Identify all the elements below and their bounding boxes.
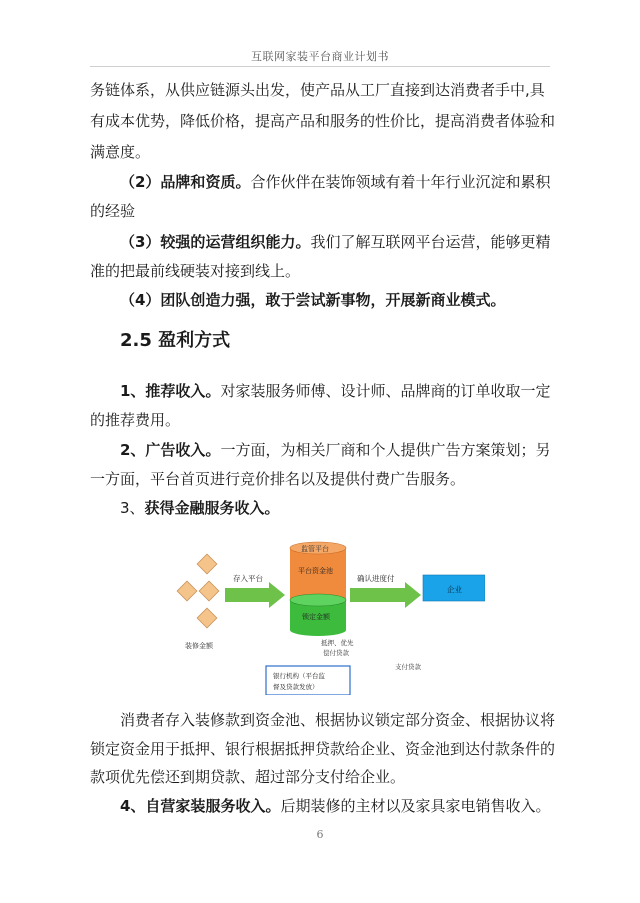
paragraph-line: 满意度。 <box>90 143 151 161</box>
diamond-shape <box>199 581 219 601</box>
financial-flow-diagram <box>165 535 485 695</box>
revenue-4-title: 4、自营家装服务收入。 <box>120 797 281 815</box>
item-4-text: （4）团队创造力强，敢于尝试新事物，开展新商业模式。 <box>120 291 506 309</box>
revenue-1 <box>120 381 560 401</box>
explanation-line: 锁定资金用于抵押、银行根据抵押贷款给企业、资金池到达付款条件的 <box>90 740 556 758</box>
diamond-shape <box>177 581 197 601</box>
decor-amount-diamonds <box>177 554 219 628</box>
item-3-text: 我们了解互联网平台运营，能够更精 <box>310 233 551 251</box>
pool-label: 平台资金池 <box>298 567 333 575</box>
revenue-1-text: 对家装服务师傅、设计师、品牌商的订单收取一定 <box>220 382 551 400</box>
paragraph-line: 一方面，平台首页进行竞价排名以及提供付费广告服务。 <box>90 470 466 488</box>
revenue-4-text: 后期装修的主材以及家具家电销售收入。 <box>280 797 551 815</box>
revenue-2 <box>120 440 560 460</box>
paragraph-line: 有成本优势，降低价格，提高产品和服务的性价比，提高消费者体验和 <box>90 112 556 130</box>
item-3 <box>120 232 560 252</box>
diamond-shape <box>197 554 217 574</box>
page-header: 互联网家装平台商业计划书 <box>251 50 389 63</box>
page-number: 6 <box>316 828 324 841</box>
item-2 <box>120 172 560 192</box>
confirm-arrow <box>350 582 421 608</box>
deposit-label: 存入平台 <box>233 574 263 583</box>
explanation-line: 消费者存入装修款到资金池、根据协议锁定部分资金、根据协议将 <box>120 711 556 729</box>
item-4 <box>120 290 560 310</box>
revenue-3-title: 获得金融服务收入。 <box>144 499 280 517</box>
bank-label-2: 督及贷款发放） <box>273 683 319 691</box>
item-2-text: 合作伙伴在装饰领域有着十年行业沉淀和累积 <box>250 173 551 191</box>
platform-cylinder <box>290 542 346 636</box>
revenue-3-prefix: 3、 <box>120 499 145 517</box>
confirm-label: 确认进度付 <box>357 574 395 583</box>
revenue-4 <box>120 796 560 816</box>
paragraph-line: 的推荐费用。 <box>90 411 181 429</box>
bank-label-1: 银行机构（平台监 <box>273 672 325 680</box>
revenue-2-title: 2、广告收入。 <box>120 441 221 459</box>
diamond-shape <box>197 608 217 628</box>
mortgage-label-2: 偿付贷款 <box>323 649 349 657</box>
mortgage-label-1: 抵押、优先 <box>321 639 354 647</box>
paragraph-line: 务链体系，从供应链源头出发，使产品从工厂直接到达消费者手中,具 <box>90 81 545 99</box>
section-title: 2.5 盈利方式 <box>120 330 231 351</box>
enterprise-label: 企业 <box>447 585 462 594</box>
paragraph-line: 的经验 <box>90 202 136 220</box>
pay-loan-label: 支付贷款 <box>395 663 421 671</box>
explanation-line: 款项优先偿还到期贷款、超过部分支付给企业。 <box>90 768 406 786</box>
item-3-title: （3）较强的运营组织能力。 <box>120 233 311 251</box>
deposit-arrow <box>225 582 285 608</box>
decor-amount-label: 装修金额 <box>185 642 213 650</box>
header-divider <box>90 66 550 67</box>
revenue-2-text: 一方面，为相关厂商和个人提供广告方案策划；另 <box>220 441 551 459</box>
revenue-1-title: 1、推荐收入。 <box>120 382 221 400</box>
revenue-3 <box>120 498 560 518</box>
paragraph-line: 准的把最前线硬装对接到线上。 <box>90 262 301 280</box>
item-2-title: （2）品牌和资质。 <box>120 173 251 191</box>
regulator-label: 监管平台 <box>301 545 329 553</box>
locked-label: 锁定金额 <box>302 613 330 621</box>
